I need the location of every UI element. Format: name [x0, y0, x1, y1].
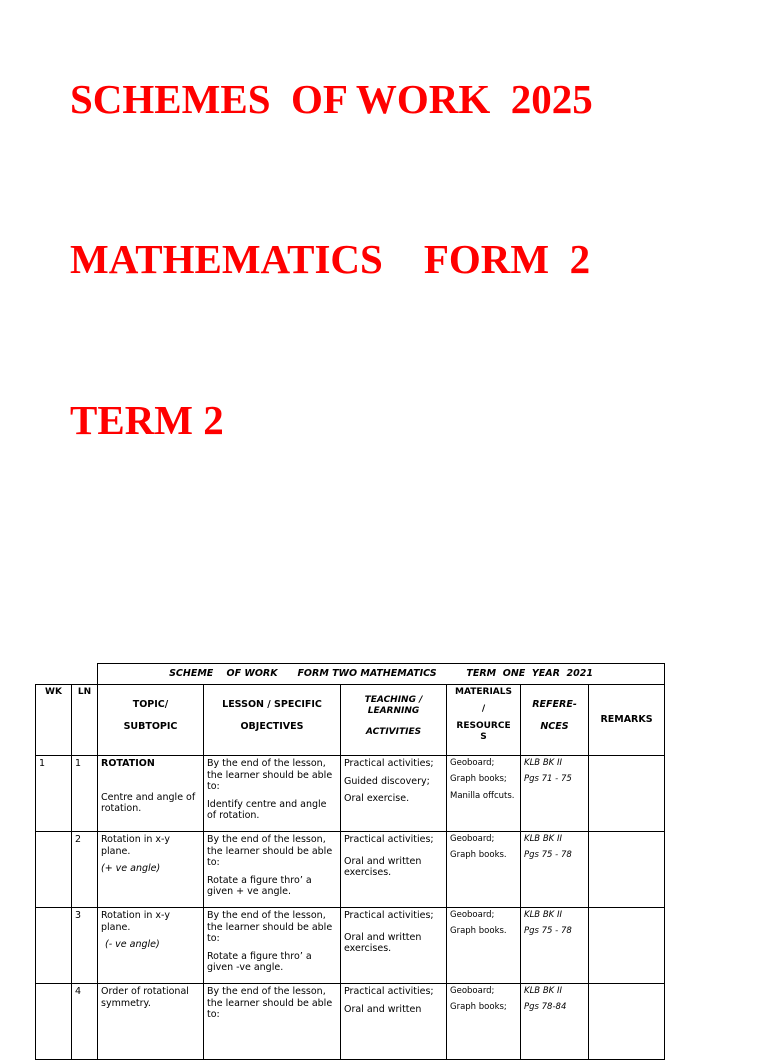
cell-remarks: [589, 832, 665, 908]
material-item: Geoboard;: [450, 834, 495, 844]
material-item: Manilla offcuts.: [450, 790, 515, 801]
header-references-line-1: REFERE-: [532, 699, 577, 710]
header-ln: LN: [72, 685, 98, 756]
cover-title-line-1: SCHEMES OF WORK 2025: [70, 76, 593, 122]
objective-intro: By the end of the lesson, the learner should be able to:: [207, 758, 333, 793]
header-remarks: REMARKS: [589, 685, 665, 756]
cell-topic: [98, 908, 204, 984]
header-references: [521, 685, 589, 756]
table-title: SCHEME OF WORK FORM TWO MATHEMATICS TERM ONE YEAR 2021: [98, 664, 665, 685]
objective-intro: By the end of the lesson, the learner should be able to:: [207, 910, 333, 945]
cell-objectives: [204, 908, 341, 984]
scheme-of-work-table: [35, 663, 665, 1060]
cell-references: [521, 756, 589, 832]
cell-ln: 4: [72, 984, 98, 1060]
activity-item: Guided discovery;: [344, 775, 430, 787]
objective-intro: By the end of the lesson, the learner should be able to:: [207, 986, 333, 1021]
topic-title: ROTATION: [101, 758, 155, 769]
header-objectives-line-1: LESSON / SPECIFIC: [222, 699, 322, 710]
objective-intro: By the end of the lesson, the learner should be able to:: [207, 834, 333, 869]
cell-topic: [98, 756, 204, 832]
material-item: Graph books;: [450, 774, 507, 785]
reference-pages: Pgs 75 - 78: [524, 926, 572, 937]
cell-ln: 3: [72, 908, 98, 984]
cell-ln: 1: [72, 756, 98, 832]
topic-subtopic: Centre and angle of rotation.: [101, 791, 196, 815]
header-topic: [98, 685, 204, 756]
cell-topic: [98, 832, 204, 908]
header-objectives-line-2: OBJECTIVES: [240, 720, 304, 732]
table-row: [36, 908, 665, 984]
cell-activities: [341, 756, 447, 832]
cell-materials: [447, 984, 521, 1060]
table-row: [36, 756, 665, 832]
topic-note: (+ ve angle): [101, 863, 161, 875]
cell-objectives: [204, 832, 341, 908]
activity-item: Practical activities;: [344, 910, 434, 921]
cell-remarks: [589, 984, 665, 1060]
header-materials-line-4: S: [480, 731, 487, 742]
reference-book: KLB BK II: [524, 986, 562, 996]
reference-book: KLB BK II: [524, 910, 562, 920]
header-objectives: [204, 685, 341, 756]
cell-activities: [341, 908, 447, 984]
header-activities-line-2: LEARNING: [367, 705, 420, 716]
topic-subtopic: Rotation in x-y plane.: [101, 910, 170, 933]
reference-book: KLB BK II: [524, 758, 562, 768]
header-activities: [341, 685, 447, 756]
activity-item: Oral and written: [344, 1003, 422, 1015]
table-title-row: [36, 664, 665, 685]
header-materials-line-1: MATERIALS: [455, 687, 512, 697]
objective-text: Rotate a figure thro’ a given -ve angle.: [207, 950, 312, 974]
cell-materials: [447, 908, 521, 984]
objective-text: Identify centre and angle of rotation.: [207, 798, 327, 822]
cell-references: [521, 832, 589, 908]
material-item: Geoboard;: [450, 910, 495, 920]
cell-ln: 2: [72, 832, 98, 908]
reference-book: KLB BK II: [524, 834, 562, 844]
activity-item: Practical activities;: [344, 986, 434, 997]
cover-title-line-2: MATHEMATICS FORM 2: [70, 236, 591, 282]
topic-subtopic: Order of rotational symmetry.: [101, 986, 189, 1009]
activity-item: Practical activities;: [344, 834, 434, 845]
material-item: Graph books.: [450, 926, 507, 937]
material-item: Geoboard;: [450, 986, 495, 996]
cell-wk: 1: [36, 756, 72, 832]
cell-objectives: [204, 984, 341, 1060]
header-topic-line-2: SUBTOPIC: [123, 720, 178, 732]
activity-item: Oral and written exercises.: [344, 855, 422, 879]
activity-item: Oral and written exercises.: [344, 931, 422, 955]
topic-subtopic: Rotation in x-y plane.: [101, 834, 170, 857]
reference-pages: Pgs 78-84: [524, 1002, 567, 1013]
material-item: Graph books.: [450, 850, 507, 861]
cell-wk: [36, 984, 72, 1060]
activity-item: Practical activities;: [344, 758, 434, 769]
cell-activities: [341, 832, 447, 908]
material-item: Graph books;: [450, 1002, 507, 1013]
reference-pages: Pgs 71 - 75: [524, 774, 572, 785]
cell-activities: [341, 984, 447, 1060]
header-activities-line-3: ACTIVITIES: [365, 726, 422, 737]
cell-wk: [36, 908, 72, 984]
cell-materials: [447, 756, 521, 832]
cell-topic: [98, 984, 204, 1060]
header-references-line-2: NCES: [540, 720, 569, 732]
activity-item: Oral exercise.: [344, 793, 410, 805]
table-row: [36, 832, 665, 908]
table-header-row: [36, 685, 665, 756]
header-materials-line-2: /: [481, 703, 486, 714]
cell-remarks: [589, 756, 665, 832]
cell-remarks: [589, 908, 665, 984]
reference-pages: Pgs 75 - 78: [524, 850, 572, 861]
objective-text: Rotate a figure thro’ a given + ve angle.: [207, 874, 312, 898]
material-item: Geoboard;: [450, 758, 495, 768]
header-materials: [447, 685, 521, 756]
header-materials-line-3: RESOURCE: [456, 720, 511, 731]
cell-references: [521, 984, 589, 1060]
cell-wk: [36, 832, 72, 908]
header-topic-line-1: TOPIC/: [132, 699, 169, 710]
cell-materials: [447, 832, 521, 908]
cover-title-line-3: TERM 2: [70, 397, 224, 443]
cell-references: [521, 908, 589, 984]
header-wk: WK: [36, 685, 72, 756]
cell-objectives: [204, 756, 341, 832]
table-row: [36, 984, 665, 1060]
header-activities-line-1: TEACHING /: [364, 695, 423, 705]
topic-note: (- ve angle): [105, 939, 160, 951]
